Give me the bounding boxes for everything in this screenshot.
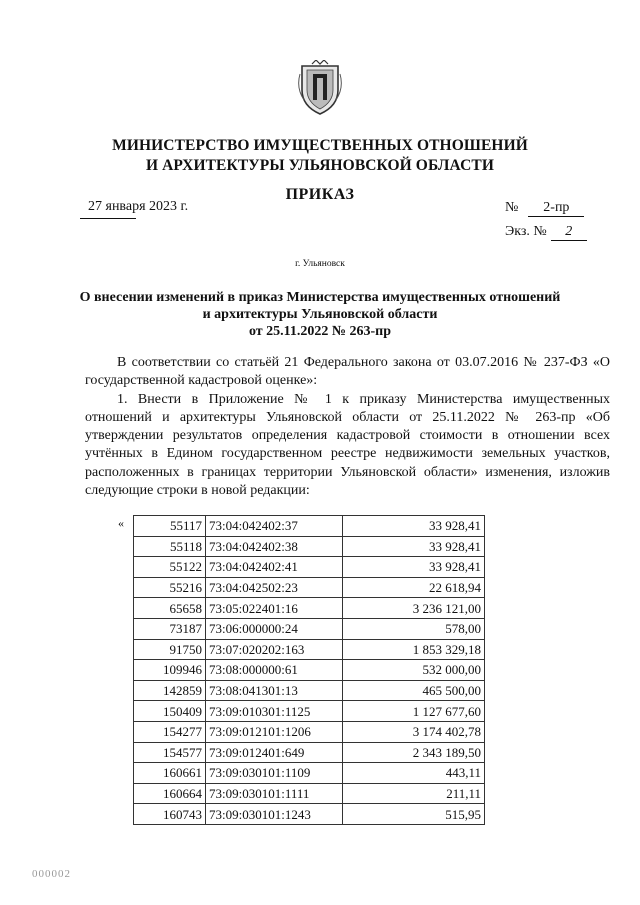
cadastral-value-table xyxy=(133,515,485,825)
cadastral-value: 3 236 121,00 xyxy=(343,598,485,619)
order-number xyxy=(505,200,584,217)
cadastral-value: 443,11 xyxy=(343,763,485,784)
cadastral-number: 73:09:030101:1111 xyxy=(206,783,343,804)
ministry-line-1: МИНИСТЕРСТВО ИМУЩЕСТВЕННЫХ ОТНОШЕНИЙ xyxy=(112,137,528,154)
row-number: 55216 xyxy=(134,577,206,598)
copy-number-label: Экз. № xyxy=(505,224,547,239)
cadastral-value: 211,11 xyxy=(343,783,485,804)
cadastral-number: 73:08:000000:61 xyxy=(206,660,343,681)
cadastral-number: 73:06:000000:24 xyxy=(206,618,343,639)
cadastral-number: 73:05:022401:16 xyxy=(206,598,343,619)
city: г. Ульяновск xyxy=(295,259,345,269)
cadastral-number: 73:09:012101:1206 xyxy=(206,721,343,742)
table-row xyxy=(134,721,485,742)
cadastral-value: 578,00 xyxy=(343,618,485,639)
copy-number xyxy=(505,224,587,241)
table-row xyxy=(134,639,485,660)
cadastral-value: 1 127 677,60 xyxy=(343,701,485,722)
cadastral-number: 73:08:041301:13 xyxy=(206,680,343,701)
order-number-label: № xyxy=(505,200,519,215)
row-number: 109946 xyxy=(134,660,206,681)
table-row xyxy=(134,577,485,598)
cadastral-number: 73:04:042402:37 xyxy=(206,516,343,537)
cadastral-value: 33 928,41 xyxy=(343,536,485,557)
cadastral-number: 73:09:030101:1243 xyxy=(206,804,343,825)
cadastral-value: 33 928,41 xyxy=(343,557,485,578)
ministry-name xyxy=(0,136,640,176)
subject-line-2: и архитектуры Ульяновской области xyxy=(202,307,438,322)
table-open-quote: « xyxy=(118,516,124,530)
row-number: 160743 xyxy=(134,804,206,825)
cadastral-number: 73:04:042502:23 xyxy=(206,577,343,598)
ministry-line-2: И АРХИТЕКТУРЫ УЛЬЯНОВСКОЙ ОБЛАСТИ xyxy=(146,157,494,174)
table-row xyxy=(134,742,485,763)
row-number: 91750 xyxy=(134,639,206,660)
page-serial-number: 000002 xyxy=(32,868,71,880)
table-row xyxy=(134,598,485,619)
cadastral-number: 73:04:042402:38 xyxy=(206,536,343,557)
row-number: 160661 xyxy=(134,763,206,784)
cadastral-value: 33 928,41 xyxy=(343,516,485,537)
paragraph-item-1: 1. Внести в Приложение № 1 к приказу Министерства имущественных отношений и архитектуры Ульяновской области от 25.11.2022 № 263-пр «Об утверждении результатов определения кадастровой стоимости в отношении всех учтённых в Едином государственном реестре недвижимости земельных участков, расположенных в границах территории Ульяновской области» изменения, изложив следующие строки в новой редакции: xyxy=(85,391,610,499)
table-row xyxy=(134,701,485,722)
paragraph-preamble: В соответствии со статьёй 21 Федерального закона от 03.07.2016 № 237-ФЗ «О государственной кадастровой оценке»: xyxy=(85,355,610,389)
row-number: 55118 xyxy=(134,536,206,557)
table-row xyxy=(134,516,485,537)
document-type: ПРИКАЗ xyxy=(285,186,355,203)
table-row xyxy=(134,680,485,701)
cadastral-value: 532 000,00 xyxy=(343,660,485,681)
table-row xyxy=(134,660,485,681)
table-row xyxy=(134,618,485,639)
coat-of-arms-icon xyxy=(298,60,342,116)
table-row xyxy=(134,536,485,557)
table-row xyxy=(134,763,485,784)
cadastral-number: 73:09:010301:1125 xyxy=(206,701,343,722)
row-number: 150409 xyxy=(134,701,206,722)
order-number-value: 2-пр xyxy=(528,200,584,217)
subject-line-1: О внесении изменений в приказ Министерства имущественных отношений xyxy=(79,290,561,305)
row-number: 55122 xyxy=(134,557,206,578)
order-body xyxy=(85,354,610,500)
cadastral-number: 73:04:042402:41 xyxy=(206,557,343,578)
cadastral-number: 73:09:030101:1109 xyxy=(206,763,343,784)
table-row xyxy=(134,783,485,804)
cadastral-value: 515,95 xyxy=(343,804,485,825)
row-number: 73187 xyxy=(134,618,206,639)
cadastral-number: 73:07:020202:163 xyxy=(206,639,343,660)
cadastral-value: 3 174 402,78 xyxy=(343,721,485,742)
row-number: 160664 xyxy=(134,783,206,804)
cadastral-value: 2 343 189,50 xyxy=(343,742,485,763)
row-number: 65658 xyxy=(134,598,206,619)
cadastral-number: 73:09:012401:649 xyxy=(206,742,343,763)
cadastral-value: 465 500,00 xyxy=(343,680,485,701)
cadastral-value: 22 618,94 xyxy=(343,577,485,598)
date-underline xyxy=(80,218,136,219)
subject-line-3: от 25.11.2022 № 263-пр xyxy=(248,324,391,339)
row-number: 142859 xyxy=(134,680,206,701)
row-number: 154277 xyxy=(134,721,206,742)
cadastral-value: 1 853 329,18 xyxy=(343,639,485,660)
copy-number-value: 2 xyxy=(551,224,587,241)
order-subject xyxy=(60,289,580,340)
order-date: 27 января 2023 г. xyxy=(88,199,189,214)
table-row xyxy=(134,804,485,825)
row-number: 55117 xyxy=(134,516,206,537)
row-number: 154577 xyxy=(134,742,206,763)
table-row xyxy=(134,557,485,578)
